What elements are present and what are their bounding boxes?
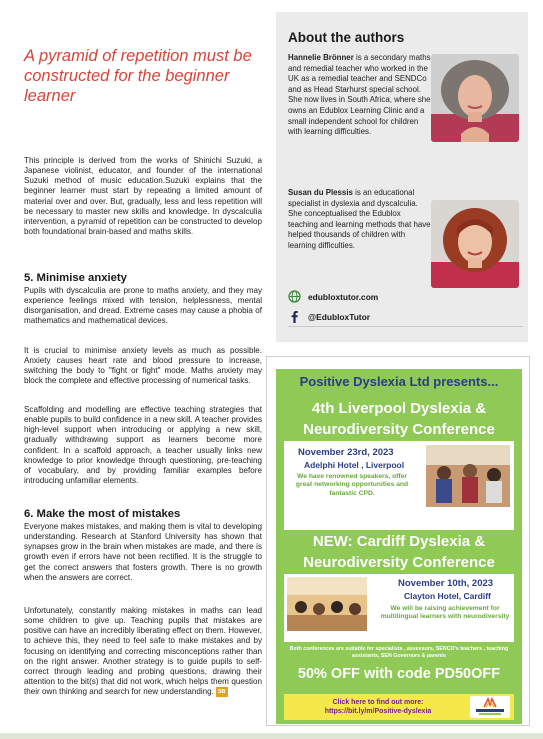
end-mark: SB — [216, 687, 228, 697]
author-name-hannelie: Hannelie Brönner — [288, 53, 354, 62]
advert-audience-note: Both conferences are suitable for specialists , assessors, SENCO's teachers , teaching assistants, SEN Governors & parents — [289, 646, 509, 659]
cardiff-title-line1: NEW: Cardiff Dyslexia & — [312, 533, 486, 550]
advert-link[interactable] — [292, 698, 464, 716]
advert-offer: 50% OFF with code PD50OFF — [297, 666, 501, 682]
advert-presents: Positive Dyslexia Ltd presents... — [299, 374, 499, 389]
cardiff-blurb: We will be raising achievement for multilingual learners with neurodiversity — [380, 605, 510, 621]
advert-link-line2: https://bit.ly/m/Positive-dyslexia — [324, 708, 432, 715]
author-bio-hannelie-text: is a secondary maths and remedial teacher who worked in the UK as a remedial teacher and SENDCo and as Head Starhurst special school. She now lives in South Africa, where she owns an Edublox Learning Clinic and a small independent school for children with learning difficulties. — [288, 53, 431, 137]
paragraph-mistakes-2-text: Unfortunately, constantly making mistakes in maths can lead some children to give up. Teaching pupils that mistakes are positive can have an incredibly liberating effect on them. However, to achieve this, they need to feel safe to make mistakes and by focusing on identifying and correcting misconceptions rather than on the right answer. Another strategy is to guide pupils to self-correct through leading and probing questions, drawing their attention to the bit(s) that did not work, which helps them question their own thinking and search for new understanding. — [24, 606, 262, 697]
liverpool-title-line2: Neurodiversity Conference — [303, 421, 495, 438]
facebook-icon — [288, 310, 301, 323]
advert-link-box[interactable] — [284, 694, 514, 720]
paragraph-mistakes-2 — [24, 606, 262, 697]
cardiff-date: November 10th, 2023 — [398, 578, 494, 589]
liverpool-venue: Adelphi Hotel , Liverpool — [304, 460, 405, 470]
about-authors-box — [276, 12, 528, 342]
conference-advert[interactable] — [276, 369, 522, 724]
author-name-susan: Susan du Plessis — [288, 188, 353, 197]
heading-make-most-of-mistakes: 6. Make the most of mistakes — [24, 508, 181, 520]
author-bio-susan-text: is an educational specialist in dyslexia and dyscalculia. She conceptualised the Edublox teaching and learning methods that have helped thousands of children with learning difficulties. — [288, 188, 431, 250]
author-bio-susan — [288, 188, 432, 252]
globe-icon — [288, 290, 301, 303]
about-authors-title: About the authors — [288, 30, 405, 45]
website-text: edubloxtutor.com — [308, 291, 379, 302]
website-link[interactable] — [288, 290, 378, 303]
liverpool-blurb: We have renowned speakers, offer great networking opportunities and fantastic CPD. — [295, 473, 409, 497]
author-photo-hannelie — [431, 54, 519, 142]
cardiff-photo — [287, 577, 367, 631]
liverpool-photo — [426, 445, 510, 507]
cardiff-venue: Clayton Hotel, Cardiff — [404, 591, 491, 601]
liverpool-title-line1: 4th Liverpool Dyslexia & — [311, 400, 487, 417]
cardiff-panel — [284, 574, 514, 642]
advert-link-line1: Click here to find out more: — [332, 699, 424, 706]
author-photo-susan — [431, 200, 519, 288]
facebook-link[interactable] — [288, 310, 370, 323]
paragraph-suzuki: This principle is derived from the works of Shinichi Suzuki, a Japanese violinist, educator, and founder of the international Suzuki method of music education.Suzuki explains that the beginner learner must start by repeating a limited amount of material over and over. But, gradually, less and less repetition will be necessary to master new skills and knowledge. In dyscalculia intervention, a pyramid of repetition can be constructed to develop both foundational brain-based and maths skills. — [24, 156, 262, 237]
box-divider — [288, 326, 523, 327]
cardiff-title-line2: Neurodiversity Conference — [303, 554, 495, 571]
liverpool-date: November 23rd, 2023 — [298, 447, 394, 458]
author-bio-hannelie — [288, 53, 432, 138]
paragraph-anxiety-3: Scaffolding and modelling are effective teaching strategies that enable pupils to build confidence in a new skill. A teacher provides high-level support when introducing or applying a new skill, gradually withdrawing support as learners become more confident. In a scaffold approach, a teacher usually links new knowledge to prior knowledge through questioning, pre-teaching of vocabulary, and by providing familiar examples before introducing unfamiliar elements. — [24, 405, 262, 486]
paragraph-anxiety-2: It is crucial to minimise anxiety levels as much as possible. Anxiety causes heart rate and blood pressure to increase, switching the body to "fight or fight" mode. Maths anxiety may block the complete and effective processing of numerical tasks. — [24, 346, 262, 386]
heading-minimise-anxiety: 5. Minimise anxiety — [24, 272, 127, 284]
page-bottom-edge — [0, 733, 543, 739]
paragraph-mistakes-1: Everyone makes mistakes, and making them is vital to developing understanding. Research at Stanford University has shown that synapses grow in the brain when mistakes are made, and there is growth even if errors have not been rectified. It is the struggle to get the correct answers that fosters growth. There is no growth when the answers are correct. — [24, 522, 262, 582]
paragraph-anxiety-1: Pupils with dyscalculia are prone to maths anxiety, and they may experience feelings mixed with tension, helplessness, mental disorganisation, and dread. Extreme cases may cause a phobia of mathematics and mathematical devices. — [24, 286, 262, 326]
liverpool-panel — [284, 441, 514, 530]
pull-quote: A pyramid of repetition must be constructed for the beginner learner — [24, 47, 252, 105]
positive-dyslexia-logo — [470, 696, 510, 718]
facebook-handle: @EdubloxTutor — [308, 311, 370, 322]
